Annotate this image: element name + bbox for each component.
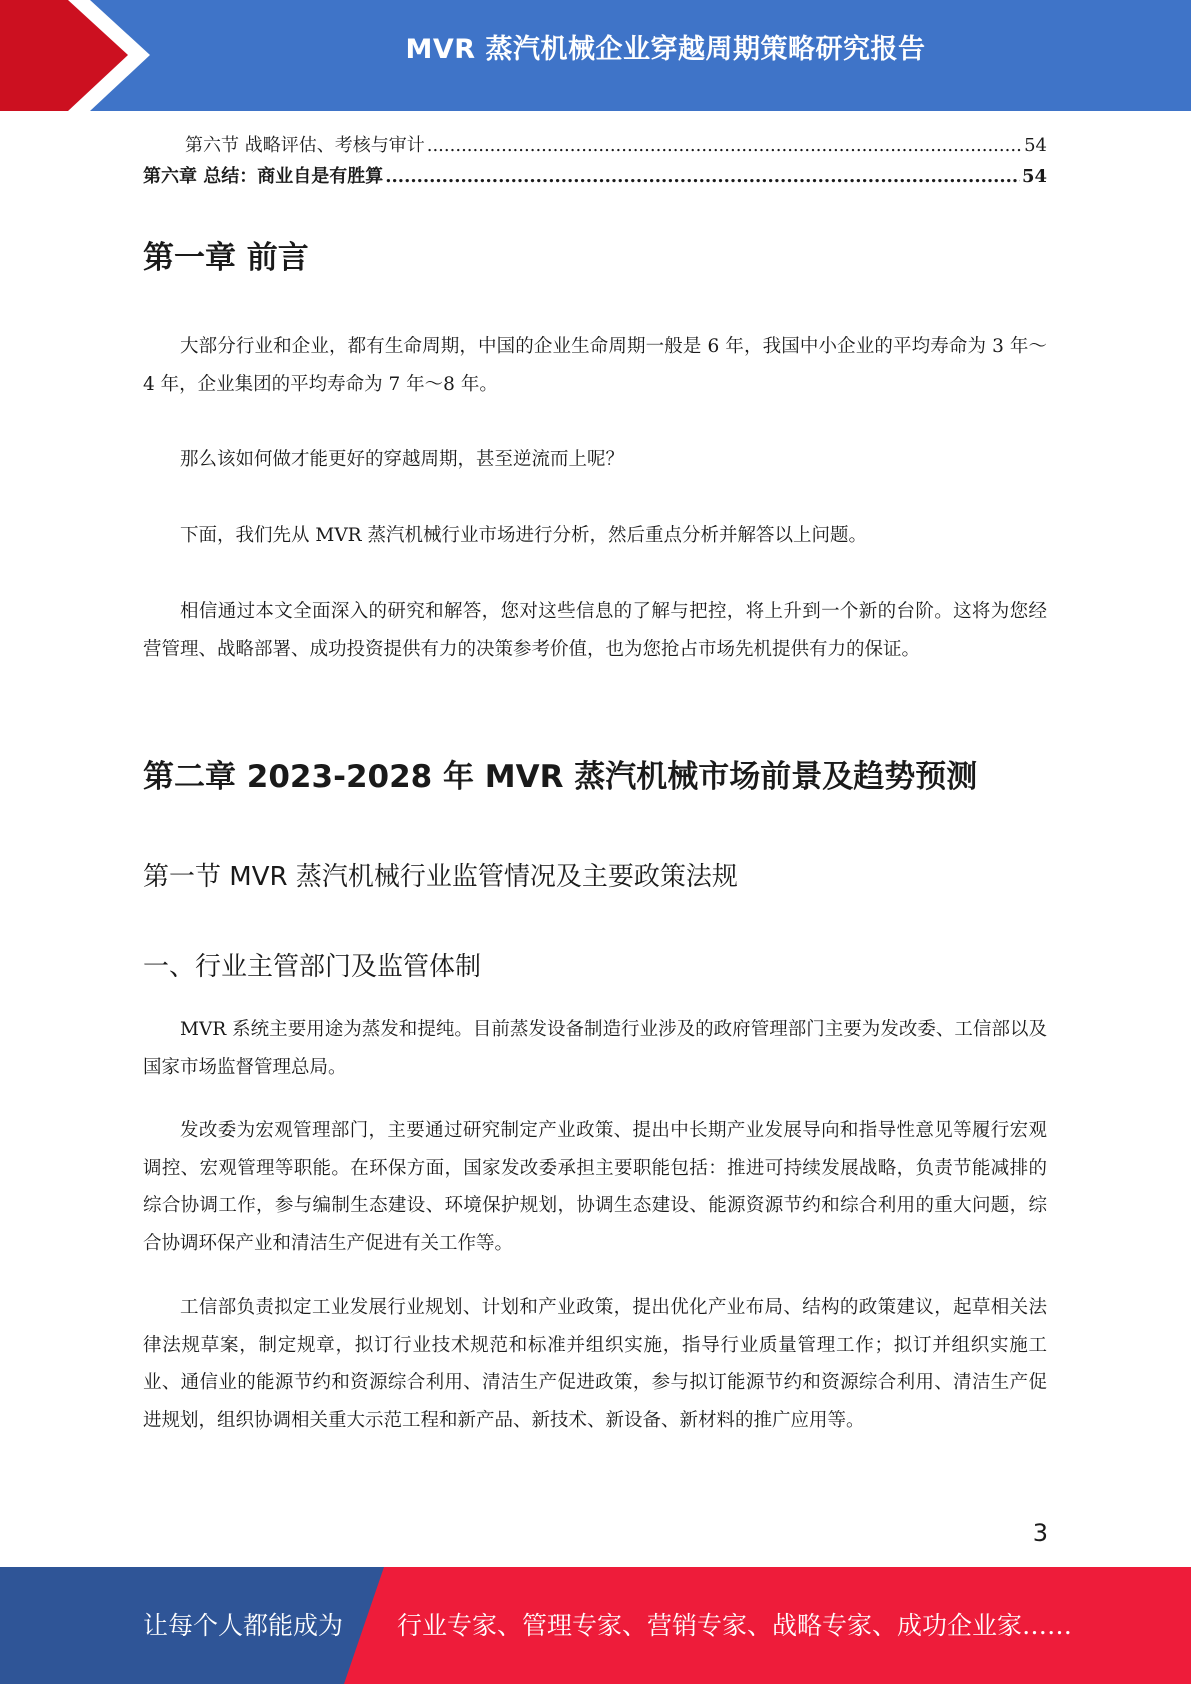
chapter-1-paragraph: 那么该如何做才能更好的穿越周期，甚至逆流而上呢？ xyxy=(180,449,625,470)
toc-leader-dots xyxy=(427,130,1022,161)
chapter-1-paragraph: 相信通过本文全面深入的研究和解答，您对这些信息的了解与把控，将上升到一个新的台阶。这将为您经营管理、战略部署、成功投资提供有力的决策参考价值，也为您抢占市场先机提供有力的保证。 xyxy=(143,601,1047,660)
toc-entry-section-6[interactable] xyxy=(143,130,1047,161)
toc-entry-chapter-6[interactable] xyxy=(143,161,1047,192)
page-header xyxy=(0,0,1191,111)
chapter-2-paragraph: 工信部负责拟定工业发展行业规划、计划和产业政策，提出优化产业布局、结构的政策建议，起草相关法律法规草案，制定规章，拟订行业技术规范和标准并组织实施，指导行业质量管理工作；拟订并组织实施工业、通信业的能源节约和资源综合利用、清洁生产促进政策，参与拟订能源节约和资源综合利用、清洁生产促进规划，组织协调相关重大示范工程和新产品、新技术、新设备、新材料的推广应用等。 xyxy=(143,1297,1047,1431)
chapter-2-paragraph: 发改委为宏观管理部门，主要通过研究制定产业政策、提出中长期产业发展导向和指导性意见等履行宏观调控、宏观管理等职能。在环保方面，国家发改委承担主要职能包括：推进可持续发展战略，负责节能减排的综合协调工作，参与编制生态建设、环境保护规划，协调生态建设、能源资源节约和综合利用的重大问题，综合协调环保产业和清洁生产促进有关工作等。 xyxy=(143,1120,1047,1254)
report-title: MVR 蒸汽机械企业穿越周期策略研究报告 xyxy=(405,34,926,65)
footer-slogan-left: 让每个人都能成为 xyxy=(143,1611,344,1640)
toc-entry-page: 54 xyxy=(1024,135,1047,156)
toc-entry-label: 第六节 战略评估、考核与审计 xyxy=(185,135,425,156)
header-arrow-icon xyxy=(0,0,160,111)
footer-slogan-right: 行业专家、管理专家、营销专家、战略专家、成功企业家…… xyxy=(397,1611,1073,1640)
section-1-heading: 第一节 MVR 蒸汽机械行业监管情况及主要政策法规 xyxy=(143,862,738,892)
chapter-1-heading: 第一章 前言 xyxy=(143,240,309,276)
page-footer xyxy=(0,1567,1191,1684)
chapter-1-paragraph: 下面，我们先从 MVR 蒸汽机械行业市场进行分析，然后重点分析并解答以上问题。 xyxy=(180,525,867,546)
page-number: 3 xyxy=(1032,1519,1048,1547)
chapter-2-paragraph: MVR 系统主要用途为蒸发和提纯。目前蒸发设备制造行业涉及的政府管理部门主要为发改委、工信部以及国家市场监督管理总局。 xyxy=(143,1019,1047,1078)
chapter-1-paragraph: 大部分行业和企业，都有生命周期，中国的企业生命周期一般是 6 年，我国中小企业的平均寿命为 3 年～4 年，企业集团的平均寿命为 7 年～8 年。 xyxy=(143,336,1047,395)
toc-leader-dots xyxy=(385,161,1020,192)
toc-entry-label: 第六章 总结：商业自是有胜算 xyxy=(143,166,384,187)
chapter-2-heading: 第二章 2023-2028 年 MVR 蒸汽机械市场前景及趋势预测 xyxy=(143,759,978,795)
toc-entry-page: 54 xyxy=(1021,166,1047,187)
table-of-contents xyxy=(143,130,1047,192)
subsection-1-heading: 一、行业主管部门及监管体制 xyxy=(143,952,482,982)
